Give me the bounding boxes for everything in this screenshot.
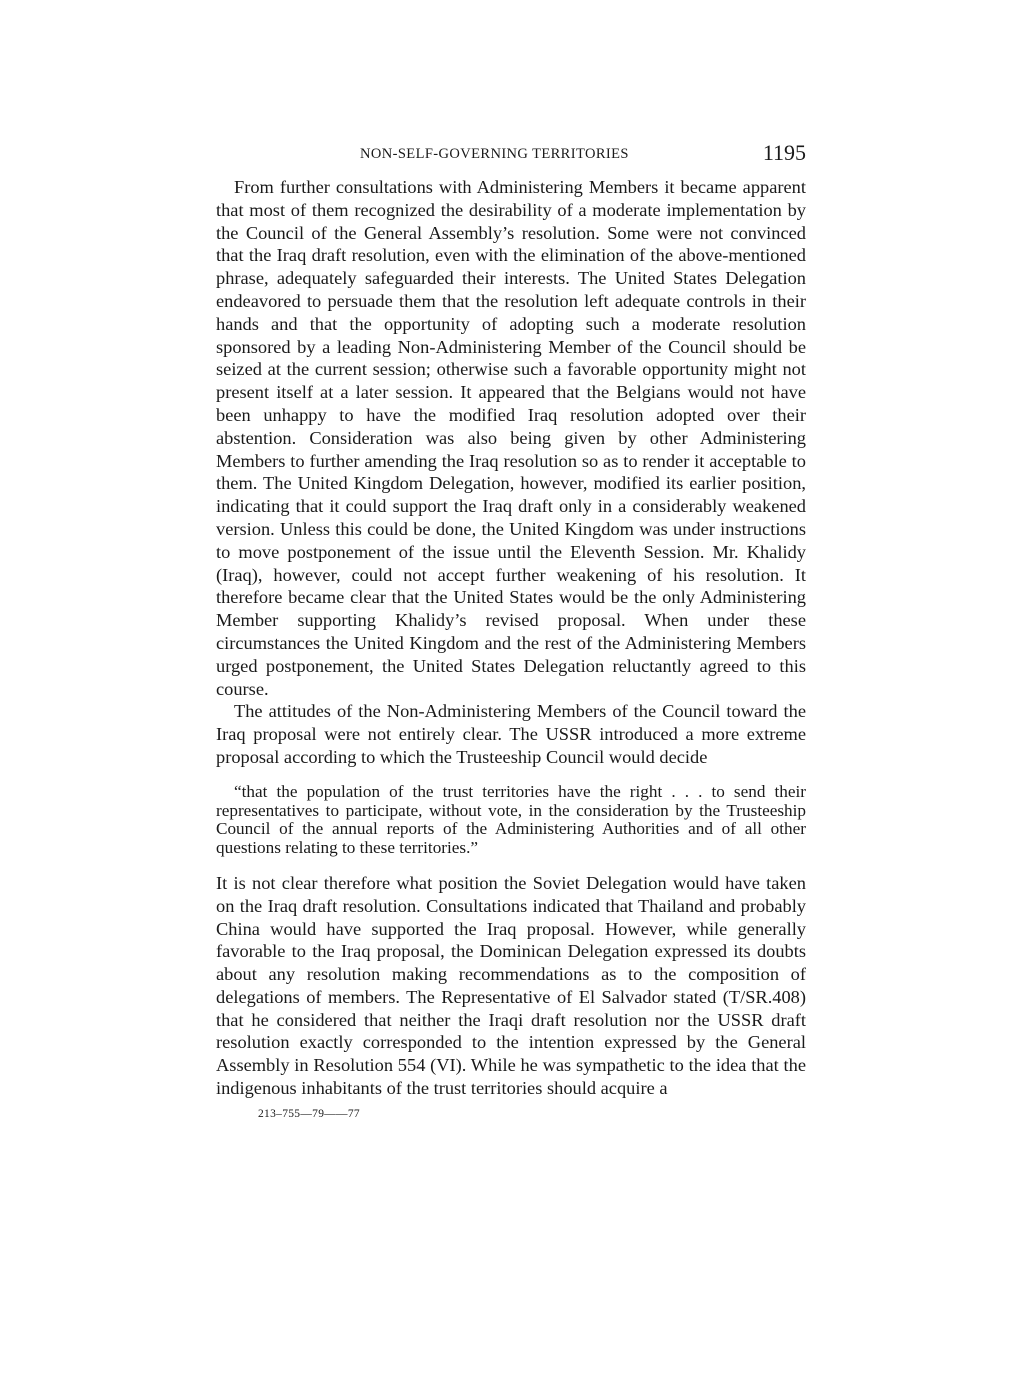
body-paragraph-1: From further consultations with Administering Members it became apparent that most of them recognized the desirability of a moderate implementation by the Council of the General Assembly’s resolution. Some were not convinced that the Iraq draft resolution, even with the elimination of the above-mentioned phrase, adequately safeguarded their interests. The United States Delegation endeavored to persuade them that the resolution left adequate controls in their hands and that the opportunity of adopting such a moderate resolution sponsored by a leading Non-Administering Member of the Council should be seized at the current session; otherwise such a favorable opportunity might not present itself at a later session. It appeared that the Belgians would not have been unhappy to have the modified Iraq resolution adopted over their abstention. Consideration was also being given by other Administering Members to further amending the Iraq resolution so as to render it acceptable to them. The United Kingdom Delegation, however, modified its earlier position, indicating that it could support the Iraq draft only in a considerably weakened version. Unless this could be done, the United Kingdom was under instructions to move postponement of the issue until the Eleventh Session. Mr. Khalidy (Iraq), however, could not accept further weakening of his resolution. It therefore became clear that the United States would be the only Administering Member supporting Khalidy’s revised proposal. When under these circumstances the United Kingdom and the rest of the Administering Members urged postponement, the United States Delegation reluctantly agreed to this course.: [216, 177, 806, 699]
page-number: 1195: [762, 140, 806, 165]
block-quote: “that the population of the trust territories have the right . . . to send their representatives to participate, without vote, in the consideration by the Trusteeship Council of the annual reports of the Administering Authorities and of all other questions relating to these territories.”: [216, 781, 806, 858]
print-code: 213–755—79——77: [258, 1107, 360, 1120]
document-page: [216, 140, 806, 1120]
body-paragraph-3: It is not clear therefore what position the Soviet Delegation would have taken on the Iraq draft resolution. Consultations indicated that Thailand and probably China would have supported the Iraq proposal. However, while generally favorable to the Iraq proposal, the Dominican Delegation expressed its doubts about any resolution making recommendations as to the composition of delegations of members. The Representative of El Salvador stated (T/SR.408) that he considered that neither the Iraqi draft resolution nor the USSR draft resolution exactly corresponded to the intention expressed by the General Assembly in Resolution 554 (VI). While he was sympathetic to the idea that the indigenous inhabitants of the trust territories should acquire a: [216, 872, 806, 1099]
running-title: NON-SELF-GOVERNING TERRITORIES: [360, 146, 629, 162]
body-paragraph-2: The attitudes of the Non-Administering Members of the Council toward the Iraq proposal were not entirely clear. The USSR introduced a more extreme proposal according to which the Trusteeship Council would decide: [216, 701, 806, 767]
running-header: [216, 140, 806, 176]
